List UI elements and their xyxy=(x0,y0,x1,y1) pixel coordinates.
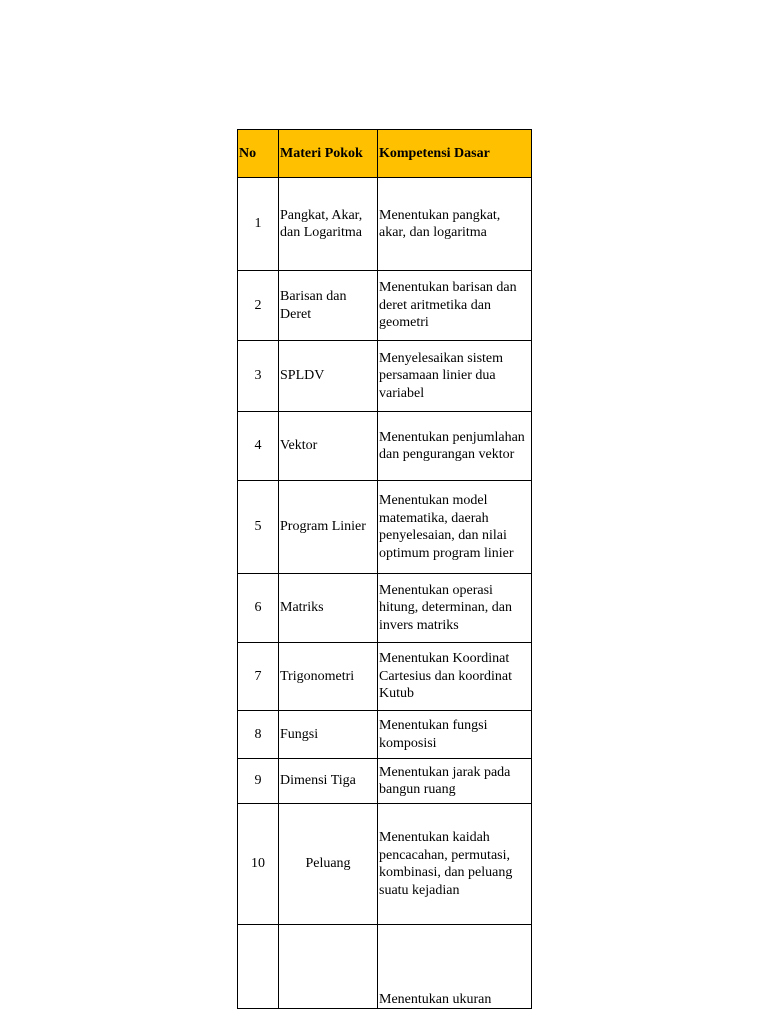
materi-pokok-cell: Vektor xyxy=(279,412,378,481)
row-number: 6 xyxy=(238,574,279,643)
document-table-container xyxy=(237,129,531,1007)
materi-pokok-cell: SPLDV xyxy=(279,341,378,412)
table-row xyxy=(238,711,532,759)
row-number: 10 xyxy=(238,804,279,925)
kompetensi-dasar-cell: Menentukan ukuran xyxy=(378,925,532,1009)
materi-pokok-cell: Pangkat, Akar, dan Logaritma xyxy=(279,178,378,271)
materi-pokok-cell: Matriks xyxy=(279,574,378,643)
row-number: 5 xyxy=(238,481,279,574)
table-row xyxy=(238,271,532,341)
kompetensi-dasar-cell: Menentukan jarak pada bangun ruang xyxy=(378,759,532,804)
kompetensi-dasar-cell: Menentukan barisan dan deret aritmetika dan geometri xyxy=(378,271,532,341)
materi-pokok-cell: Dimensi Tiga xyxy=(279,759,378,804)
kompetensi-dasar-cell: Menentukan operasi hitung, determinan, dan invers matriks xyxy=(378,574,532,643)
materi-pokok-cell xyxy=(279,925,378,1009)
table-row xyxy=(238,643,532,711)
row-number: 8 xyxy=(238,711,279,759)
row-number: 1 xyxy=(238,178,279,271)
kompetensi-dasar-cell: Menentukan pangkat, akar, dan logaritma xyxy=(378,178,532,271)
row-number xyxy=(238,925,279,1009)
table-row xyxy=(238,178,532,271)
materi-pokok-cell: Barisan dan Deret xyxy=(279,271,378,341)
curriculum-table xyxy=(237,129,532,1009)
header-no: No xyxy=(238,130,279,178)
table-row xyxy=(238,759,532,804)
kompetensi-dasar-cell: Menentukan fungsi komposisi xyxy=(378,711,532,759)
table-row xyxy=(238,804,532,925)
kompetensi-dasar-cell: Menyelesaikan sistem persamaan linier dua variabel xyxy=(378,341,532,412)
row-number: 2 xyxy=(238,271,279,341)
row-number: 4 xyxy=(238,412,279,481)
kompetensi-dasar-cell: Menentukan Koordinat Cartesius dan koordinat Kutub xyxy=(378,643,532,711)
table-row xyxy=(238,412,532,481)
materi-pokok-cell: Trigonometri xyxy=(279,643,378,711)
header-materi-pokok: Materi Pokok xyxy=(279,130,378,178)
materi-pokok-cell: Fungsi xyxy=(279,711,378,759)
table-header-row xyxy=(238,130,532,178)
kompetensi-dasar-cell: Menentukan model matematika, daerah penyelesaian, dan nilai optimum program linier xyxy=(378,481,532,574)
table-row xyxy=(238,925,532,1009)
row-number: 7 xyxy=(238,643,279,711)
row-number: 9 xyxy=(238,759,279,804)
table-row xyxy=(238,481,532,574)
kompetensi-dasar-cell: Menentukan kaidah pencacahan, permutasi, kombinasi, dan peluang suatu kejadian xyxy=(378,804,532,925)
materi-pokok-cell: Program Linier xyxy=(279,481,378,574)
header-kompetensi-dasar: Kompetensi Dasar xyxy=(378,130,532,178)
table-row xyxy=(238,341,532,412)
materi-pokok-cell: Peluang xyxy=(279,804,378,925)
row-number: 3 xyxy=(238,341,279,412)
table-row xyxy=(238,574,532,643)
kompetensi-dasar-cell: Menentukan penjumlahan dan pengurangan vektor xyxy=(378,412,532,481)
